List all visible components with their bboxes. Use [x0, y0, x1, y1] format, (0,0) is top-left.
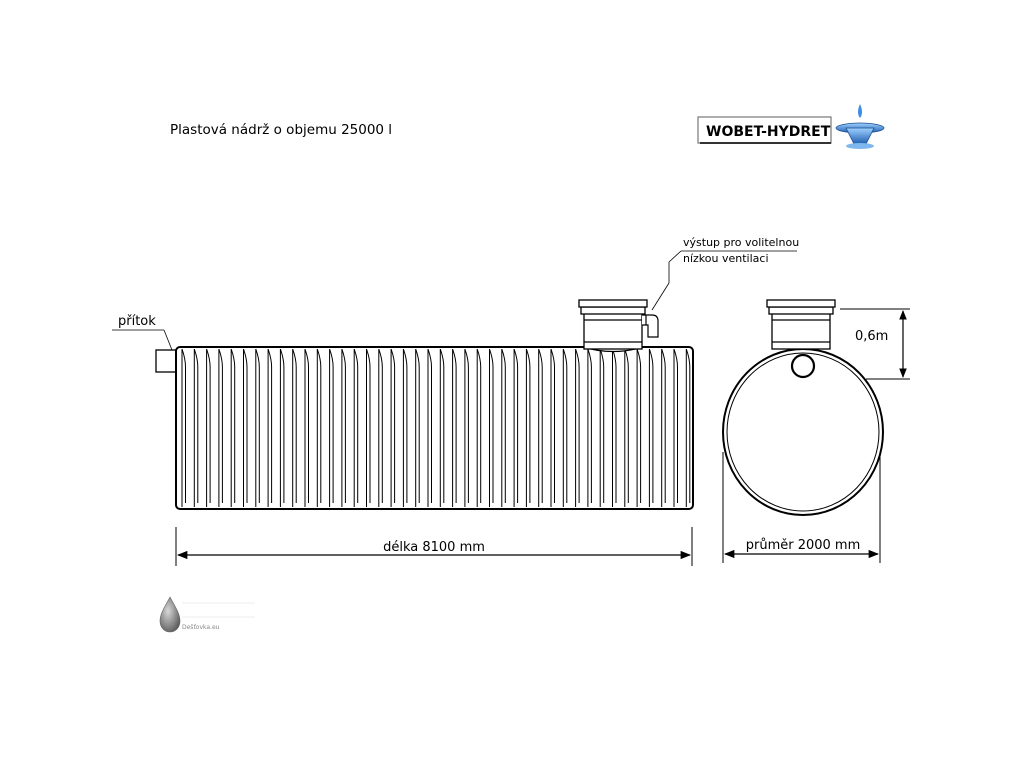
height-label: 0,6m	[855, 329, 889, 344]
page-title: Plastová nádrž o objemu 25000 l	[170, 122, 393, 138]
tank-body	[176, 347, 693, 509]
logo	[698, 104, 884, 149]
ventilation-label-line2: nízkou ventilaci	[683, 252, 769, 265]
length-label: délka 8100 mm	[383, 540, 485, 555]
inflow-pipe	[156, 350, 177, 372]
diameter-label: průměr 2000 mm	[745, 538, 861, 553]
logo-text: WOBET-HYDRET	[706, 124, 831, 140]
water-drop-icon	[160, 597, 180, 632]
inflow-label-text: přítok	[118, 314, 156, 329]
inflow-label	[112, 314, 172, 350]
ventilation-elbow	[642, 315, 658, 337]
inspection-shaft	[579, 300, 647, 349]
water-funnel-icon	[836, 104, 884, 149]
watermark-text: Dešťovka.eu	[182, 624, 220, 631]
inflow-opening	[792, 355, 814, 377]
ventilation-label-line1: výstup pro volitelnou	[683, 236, 800, 249]
ventilation-label	[652, 236, 799, 310]
end-view-shaft	[767, 300, 835, 349]
watermark	[160, 597, 255, 632]
tank-side-view	[156, 300, 693, 509]
